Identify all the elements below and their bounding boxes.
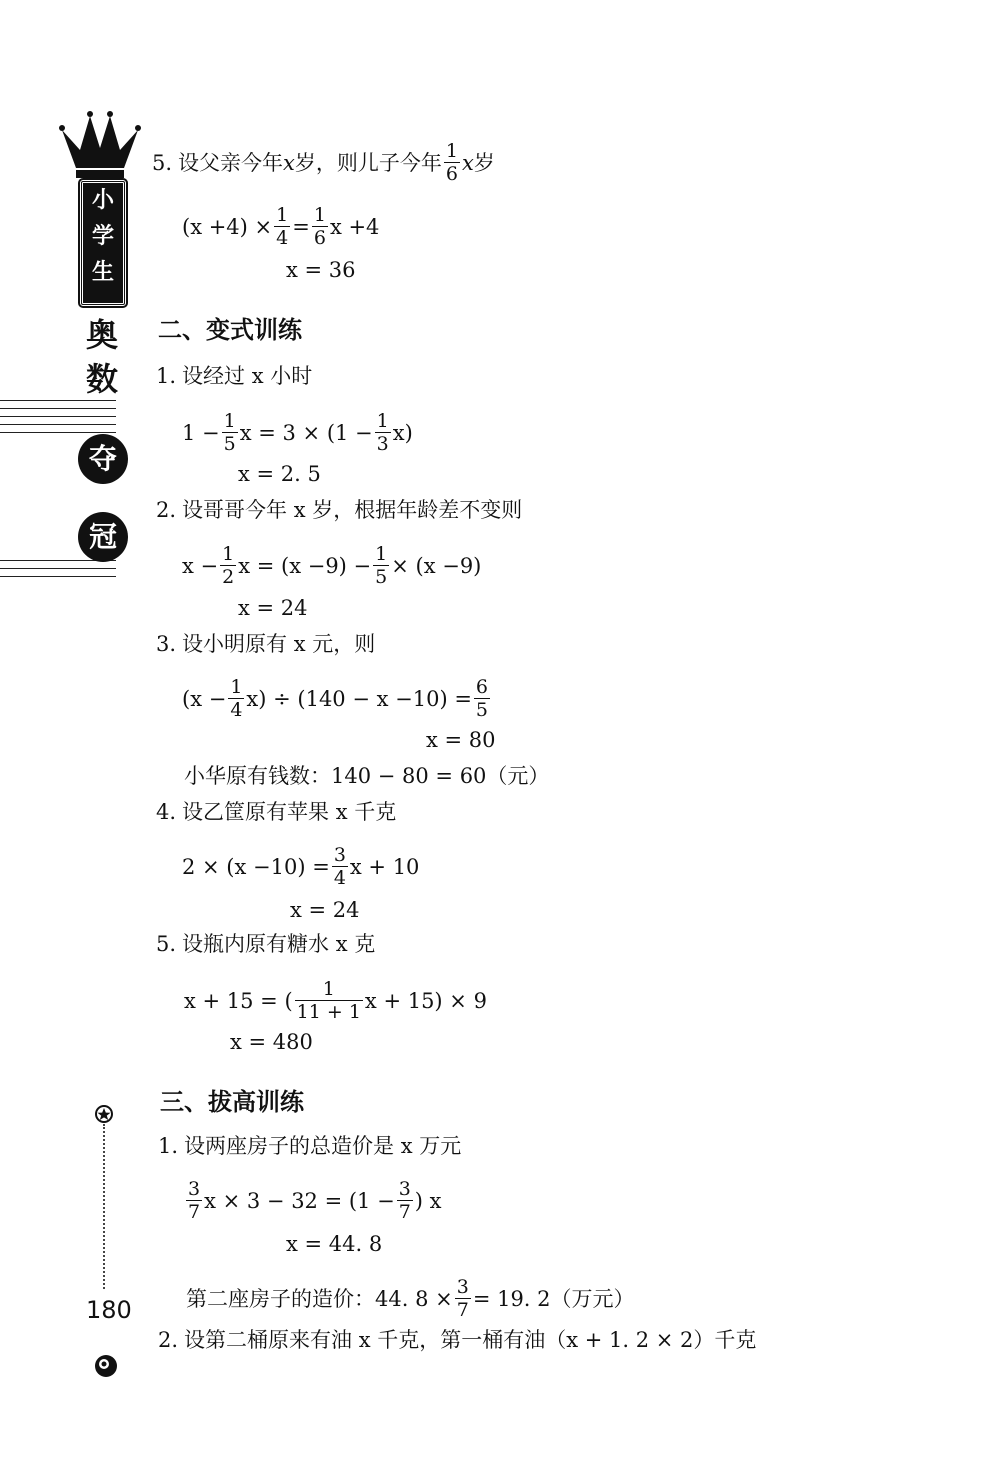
swirl-icon <box>92 1352 122 1380</box>
page-number: 180 <box>86 1296 132 1324</box>
text: 设父亲今年 <box>178 151 284 175</box>
problem-statement: 1. 设两座房子的总造价是 x 万元 <box>158 1134 462 1158</box>
series-big-char: 数 <box>86 360 119 398</box>
answer: x = 24 <box>238 596 308 620</box>
section-heading: 二、变式训练 <box>158 316 302 344</box>
variable: x <box>461 151 474 175</box>
problem-statement: 3. 设小明原有 x 元，则 <box>156 632 376 656</box>
answer: x = 80 <box>426 728 496 752</box>
equation: 1 − $\frac{1}{5}$ x = 3 × (1 − $\frac{1}{3}$ x) <box>182 410 413 455</box>
star-circle-icon <box>94 1104 114 1124</box>
problem-statement: 2. 设第二桶原来有油 x 千克，第一桶有油（x + 1. 2 × 2）千克 <box>158 1328 757 1352</box>
equation: $\frac{3}{7}$ x × 3 − 32 = (1 − $\frac{3}{7}$ ) x <box>188 1178 442 1223</box>
fraction: $\frac{1}{6}$ <box>445 140 458 185</box>
answer-note: 第二座房子的造价：44. 8 × $\frac{3}{7}$ = 19. 2（万元） <box>186 1276 635 1321</box>
problem-statement: 4. 设乙筐原有苹果 x 千克 <box>156 800 397 824</box>
equation: (x − $\frac{1}{4}$ x) ÷ (140 − x −10) = $\frac{6}{5}$ <box>182 676 489 721</box>
answer-note: 小华原有钱数：140 − 80 = 60（元） <box>184 764 550 788</box>
series-title-char: 小 <box>91 188 114 213</box>
problem-statement: 2. 设哥哥今年 x 岁，根据年龄差不变则 <box>156 498 523 522</box>
equation: x − $\frac{1}{2}$ x = (x −9) − $\frac{1}{5}$ × (x −9) <box>182 543 482 588</box>
crown-icon <box>58 108 142 188</box>
series-title-char: 学 <box>91 224 114 249</box>
circle-char-badge: 夺 <box>78 434 128 484</box>
variable: x <box>283 151 295 175</box>
text: 岁，则儿子今年 <box>294 151 442 175</box>
text: 岁 <box>473 151 495 175</box>
answer: x = 480 <box>230 1030 313 1054</box>
equation: 2 × (x −10) = $\frac{3}{4}$ x + 10 <box>182 844 420 889</box>
answer: x = 44. 8 <box>286 1232 383 1256</box>
answer: x = 2. 5 <box>238 462 321 486</box>
answer: x = 36 <box>286 258 356 282</box>
equation: (x +4) × $\frac{1}{4}$ = $\frac{1}{6}$ x +4 <box>182 204 380 249</box>
problem-statement: 1. 设经过 x 小时 <box>156 364 313 388</box>
section-heading: 三、拔高训练 <box>160 1088 304 1116</box>
problem-5-statement <box>152 142 495 184</box>
problem-statement: 5. 设瓶内原有糖水 x 克 <box>156 932 376 956</box>
answer: x = 24 <box>290 898 360 922</box>
series-title-char: 生 <box>91 260 114 285</box>
circle-char-badge: 冠 <box>78 512 128 562</box>
equation: x + 15 = ( $\frac{1}{11 + 1}$ x + 15) × 9 <box>184 978 487 1023</box>
dotted-divider <box>103 1124 105 1289</box>
item-number: 5. <box>152 151 173 175</box>
series-big-char: 奥 <box>86 316 119 354</box>
series-title-box <box>80 180 126 306</box>
